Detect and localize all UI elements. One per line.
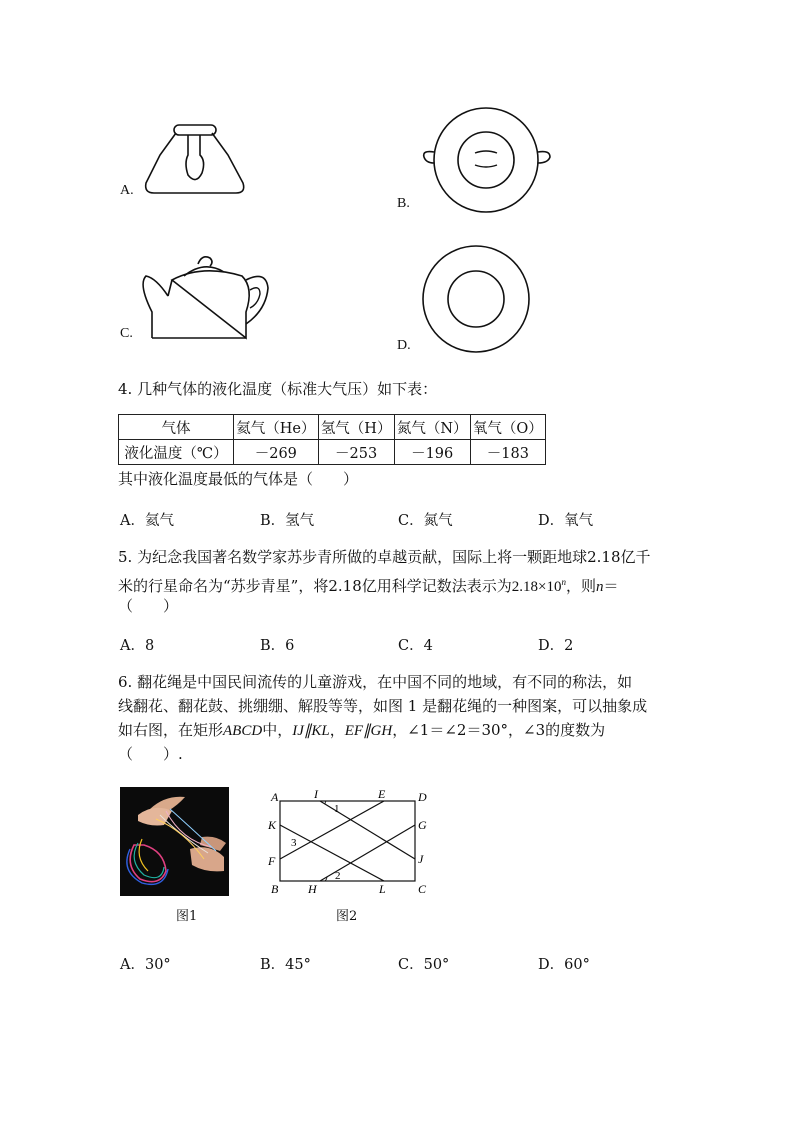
q5-answer-d[interactable]: D．2 xyxy=(538,638,574,654)
option-c-figure xyxy=(142,250,272,344)
label-k: K xyxy=(268,818,277,832)
table-header-cell: 氧气（O） xyxy=(470,415,545,440)
table-header-cell: 氢气（H） xyxy=(318,415,394,440)
table-cell: －183 xyxy=(470,440,545,465)
label-g: G xyxy=(418,818,427,832)
label-h: H xyxy=(308,882,317,896)
q4-question: 其中液化温度最低的气体是（ ） xyxy=(118,470,359,488)
bag-figure xyxy=(140,115,250,200)
sci-exponent: n xyxy=(561,577,566,587)
parallel-ef-gh: EF∥GH xyxy=(344,723,393,739)
q5-line2 xyxy=(118,570,619,600)
angle-1-label: 1 xyxy=(334,803,340,815)
q4-stem: 4. 几种气体的液化温度（标准大气压）如下表： xyxy=(118,380,438,398)
q6-answer-d[interactable]: D．60° xyxy=(538,957,590,973)
teapot-figure xyxy=(142,250,272,340)
var-n: n xyxy=(595,579,604,595)
q5-answer-a[interactable]: A．8 xyxy=(120,638,155,654)
option-a-figure xyxy=(140,115,250,204)
q6-line4: （ ）. xyxy=(118,745,183,763)
label-f: F xyxy=(268,854,276,868)
q6-sep: ， xyxy=(329,721,345,739)
rect-name: ABCD xyxy=(223,723,263,739)
q6-line2: 线翻花、翻花鼓、挑绷绷、解股等等，如图 1 是翻花绳的一种图案，可以抽象成 xyxy=(118,697,648,715)
option-d-figure xyxy=(418,242,538,361)
table-cell: －269 xyxy=(234,440,319,465)
table-header-cell: 氮气（N） xyxy=(394,415,470,440)
label-j: J xyxy=(418,852,424,866)
bowl-figure xyxy=(420,105,555,215)
option-b-figure xyxy=(420,105,555,219)
sci-notation xyxy=(512,579,566,595)
table-header-cell: 氦气（He） xyxy=(234,415,319,440)
q5-line3: （ ） xyxy=(118,597,179,615)
q5-line2-text: 米的行星命名为“苏步青星”，将2.18亿用科学记数法表示为 xyxy=(118,577,512,595)
option-c-label: C. xyxy=(120,326,133,341)
q6-line3-end: ，∠1＝∠2＝30°，∠3的度数为 xyxy=(392,721,606,739)
q5-answer-b[interactable]: B．6 xyxy=(260,638,295,654)
table-header-cell: 气体 xyxy=(119,415,234,440)
label-i: I xyxy=(314,787,318,801)
angle-3-label: 3 xyxy=(291,837,297,849)
label-e: E xyxy=(378,787,386,801)
label-d: D xyxy=(418,790,427,804)
figure-2-diagram xyxy=(262,785,432,901)
table-cell: －196 xyxy=(394,440,470,465)
figure-2-caption: 图2 xyxy=(336,909,358,924)
table-row xyxy=(119,440,546,465)
option-d-label: D. xyxy=(397,338,411,353)
q6-answer-a[interactable]: A．30° xyxy=(120,957,171,973)
string-game-image xyxy=(120,787,229,896)
plate-figure xyxy=(418,242,538,357)
q6-answer-c[interactable]: C．50° xyxy=(398,957,450,973)
option-a-label: A. xyxy=(120,183,134,198)
label-l: L xyxy=(379,882,386,896)
q5-then: ，则 xyxy=(565,577,596,595)
label-b: B xyxy=(271,882,279,896)
q6-line3-start: 如右图，在矩形 xyxy=(118,721,224,739)
q5-eq: ＝ xyxy=(603,577,619,595)
q6-line1: 6. 翻花绳是中国民间流传的儿童游戏，在中国不同的地域，有不同的称法，如 xyxy=(118,673,633,691)
q6-line3 xyxy=(118,718,605,744)
q5-line1: 5. 为纪念我国著名数学家苏步青所做的卓越贡献，国际上将一颗距地球2.18亿千 xyxy=(118,548,651,566)
q5-answer-c[interactable]: C．4 xyxy=(398,638,433,654)
rectangle-diagram xyxy=(262,785,432,897)
sci-base: 2.18×10 xyxy=(511,579,562,595)
q6-line3-mid: 中， xyxy=(262,721,293,739)
q4-answer-a[interactable]: A．氦气 xyxy=(120,513,174,529)
option-b-label: B. xyxy=(397,196,410,211)
figure-1-caption: 图1 xyxy=(176,909,198,924)
q4-answer-c[interactable]: C．氮气 xyxy=(398,513,453,529)
gas-table xyxy=(118,414,546,465)
figure-1-photo xyxy=(120,787,229,896)
q6-answer-b[interactable]: B．45° xyxy=(260,957,311,973)
label-c: C xyxy=(418,882,427,896)
table-cell: －253 xyxy=(318,440,394,465)
table-header-row xyxy=(119,415,546,440)
q4-answer-b[interactable]: B．氢气 xyxy=(260,513,315,529)
q4-answer-d[interactable]: D．氧气 xyxy=(538,513,594,529)
label-a: A xyxy=(271,790,279,804)
table-row-label: 液化温度（℃） xyxy=(119,440,234,465)
angle-2-label: 2 xyxy=(335,870,341,882)
parallel-ij-kl: IJ∥KL xyxy=(292,723,330,739)
